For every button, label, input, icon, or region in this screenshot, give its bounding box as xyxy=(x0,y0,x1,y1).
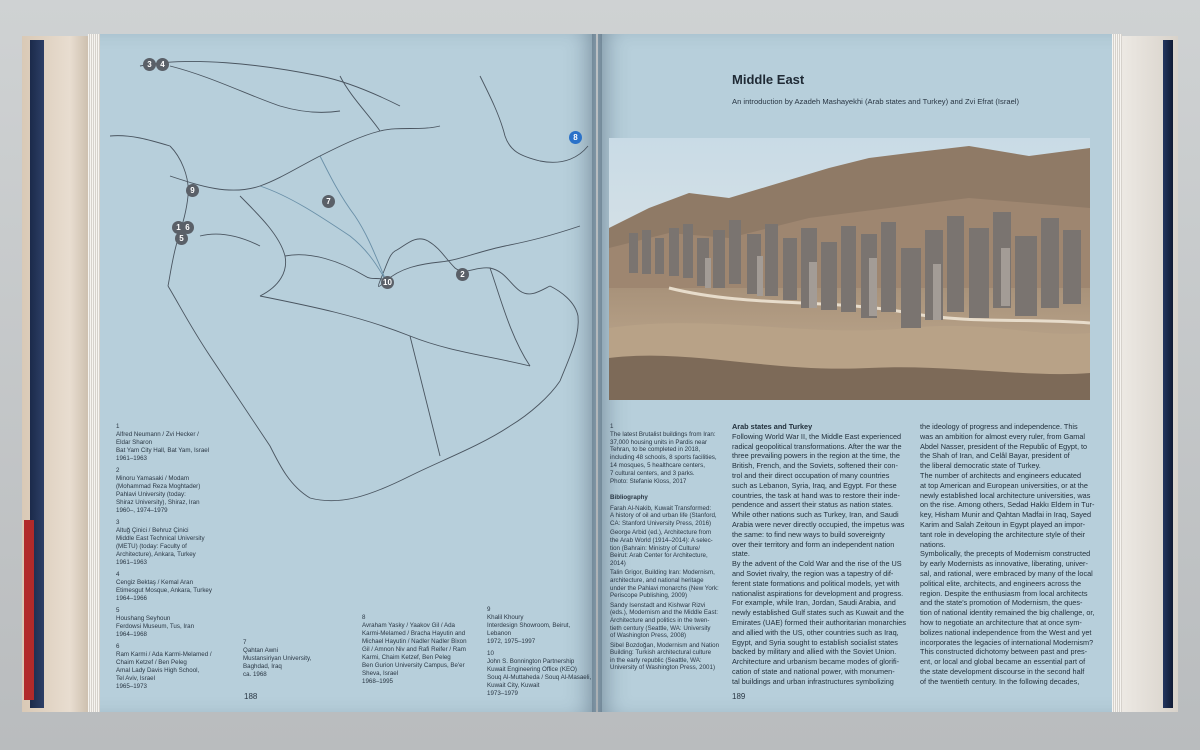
page-number-right: 189 xyxy=(732,692,746,701)
caption-line: Etimesgut Mosque, Ankara, Turkey xyxy=(116,587,212,594)
body-text-line: the Shah of Iran, and Celâl Bayar, president of xyxy=(920,451,1070,461)
caption-number: 8 xyxy=(362,614,366,621)
body-text-line: region. Despite the enthusiasm from local architects xyxy=(920,588,1088,598)
pardis-housing-photo xyxy=(609,138,1090,400)
caption-line: Kuwait City, Kuwait xyxy=(487,682,540,689)
book-cover-edge xyxy=(24,520,34,700)
map-marker[interactable]: 3 xyxy=(143,58,156,71)
body-text-line: radical geopolitical transformations. After the war the xyxy=(732,441,902,451)
body-text-line: countries, the task at hand was to restore their inde- xyxy=(732,490,900,500)
body-text-line: political elite, architects, and engineers across the xyxy=(920,578,1082,588)
body-text-line: The number of architects and engineers educated xyxy=(920,470,1082,480)
bib-line: Building: Turkish architectural culture xyxy=(610,649,712,657)
caption-line: Photo: Stefanie Kloss, 2017 xyxy=(610,477,687,485)
caption-number: 3 xyxy=(116,519,120,526)
caption-number: 6 xyxy=(116,643,120,650)
body-text-line: Following World War II, the Middle East experienced xyxy=(732,431,902,441)
body-text-line: how to negotiate an architecture that at once sym- xyxy=(920,617,1082,627)
body-text-line: Abdel Nasser, president of the Republic of Egypt, to xyxy=(920,441,1088,451)
body-text-line: sal, and rational, were embraced by many of the local xyxy=(920,568,1093,578)
bib-line: of Washington Press, 2008) xyxy=(610,632,687,640)
caption-line: Chaim Ketzef / Ben Peleg xyxy=(116,659,187,666)
caption-list xyxy=(116,423,226,691)
caption-number: 7 xyxy=(243,639,247,646)
map-marker[interactable]: 4 xyxy=(156,58,169,71)
body-text-line: such as Lebanon, Syria, Iraq, and Egypt. For these xyxy=(732,480,897,490)
caption-line: Alfred Neumann / Zvi Hecker / xyxy=(116,431,199,438)
caption-line: including 48 schools, 8 sports facilities, xyxy=(610,454,717,462)
body-text-line: tal buildings and urban infrastructures symbolizing xyxy=(732,676,894,686)
body-text-line: Egypt, and Syria sought to establish socialist states xyxy=(732,637,898,647)
caption-line: Houshang Seyhoun xyxy=(116,615,171,622)
body-text-line: and allied with the US, other countries such as Iraq, xyxy=(732,627,899,637)
caption-line: 7 cultural centers, and 3 parks. xyxy=(610,469,695,477)
bib-line: Periscope Publishing, 2009) xyxy=(610,592,688,600)
caption-line: Gil / Amnon Niv and Rafi Reifer / Ram xyxy=(362,646,466,653)
caption-item xyxy=(116,571,226,603)
caption-number: 5 xyxy=(116,607,120,614)
caption-line: 1964–1966 xyxy=(116,595,147,602)
page-subtitle: An introduction by Azadeh Mashayekhi (Arab states and Turkey) and Zvi Efrat (Israel) xyxy=(732,97,1020,106)
bib-line: 2014) xyxy=(610,559,626,567)
caption-line: Qahtan Awni xyxy=(243,647,278,654)
map-marker[interactable]: 10 xyxy=(381,276,394,289)
caption-line: Souq Al-Muttaheda / Souq Al-Masaeli, xyxy=(487,674,592,681)
body-text-line: ent, or local and global became an essential part of xyxy=(920,657,1086,667)
body-text-line: the same: to find new ways to build sovereignty xyxy=(732,529,885,539)
caption-line: Bat Yam City Hall, Bat Yam, Israel xyxy=(116,447,210,454)
bibliography-entry xyxy=(610,569,726,599)
body-text-line: Arabia were never directly occupied, the impetus was xyxy=(732,519,905,529)
body-text-line: tant role in developing the architecture style of their xyxy=(920,529,1086,539)
body-text-line: nationalist aspirations for development and progress. xyxy=(732,588,904,598)
caption-line: Michael Hayutin / Nadler Nadler Bixon xyxy=(362,638,467,645)
body-text-line: on the rise. Among others, Sedad Hakkı Eldem in Tur- xyxy=(920,500,1095,510)
bibliography-heading: Bibliography xyxy=(610,494,648,501)
caption-line: Kuwait Engineering Office (KEO) xyxy=(487,666,577,673)
caption-line: Ram Karmi / Ada Karmi-Melamed / xyxy=(116,651,212,658)
bib-line: Beirut: Arab Center for Architecture, xyxy=(610,552,708,560)
caption-line: Amal Lady Davis High School, xyxy=(116,667,200,674)
caption-line: (Mohammad Reza Moghtader) xyxy=(116,483,201,490)
bib-line: in the early republic (Seattle, WA: xyxy=(610,656,702,664)
bibliography-entry xyxy=(610,642,726,672)
map-marker[interactable]: 2 xyxy=(456,268,469,281)
bib-line: under the Pahlavi monarchs (New York: xyxy=(610,584,719,592)
map-marker[interactable]: 1 xyxy=(172,221,185,234)
body-text-line: of the twentieth century. In the following decades, xyxy=(920,676,1080,686)
caption-line: Interdesign Showroom, Beirut, Lebanon xyxy=(487,622,571,637)
body-text-line: Architecture and urbanism became modes of glorifi- xyxy=(732,657,900,667)
caption-line: 1965–1973 xyxy=(116,683,147,690)
photo-caption xyxy=(610,423,722,485)
caption-column xyxy=(487,606,592,698)
section-heading: Arab states and Turkey xyxy=(732,422,813,431)
body-text-line: British, French, and the Soviets, softened their con- xyxy=(732,461,898,471)
caption-line: Tehran, to be completed in 2018, xyxy=(610,446,701,454)
map-marker[interactable]: 8 xyxy=(569,131,582,144)
body-column-1 xyxy=(732,422,910,687)
bib-line: tieth century (Seattle, WA: University xyxy=(610,624,711,632)
caption-line: Altuğ Çinici / Behruz Çinici xyxy=(116,527,189,534)
body-text-line: nations. xyxy=(920,539,946,549)
caption-line: Khalil Khoury xyxy=(487,614,524,621)
caption-number: 10 xyxy=(487,650,494,657)
caption-line: The latest Brutalist buildings from Iran: xyxy=(610,430,716,438)
caption-line: Architecture), Ankara, Turkey xyxy=(116,551,196,558)
caption-item xyxy=(487,650,592,698)
caption-line: Minoru Yamasaki / Modam xyxy=(116,475,190,482)
caption-line: Karmi-Melamed / Bracha Hayutin and xyxy=(362,630,466,637)
caption-item xyxy=(116,643,226,691)
body-text-line: newly established Gulf states such as Kuwait and the xyxy=(732,608,904,618)
page-title: Middle East xyxy=(732,72,805,87)
body-text-line: and Soviet rivalry, the region was a tapestry of dif- xyxy=(732,568,894,578)
caption-line: (METU) (today: Faculty of xyxy=(116,543,187,550)
caption-item xyxy=(362,614,487,686)
body-column-2 xyxy=(920,422,1098,687)
caption-line: Karmi, Chaim Ketzef, Ben Peleg xyxy=(362,654,451,661)
caption-line: 1961–1963 xyxy=(116,455,147,462)
body-text-line: While other nations such as Turkey, Iran, and Saudi xyxy=(732,510,899,520)
caption-line: Shiraz University), Shiraz, Iran xyxy=(116,499,200,506)
caption-number: 1 xyxy=(116,423,120,430)
caption-item xyxy=(487,606,592,646)
book-gutter xyxy=(592,34,602,712)
body-text-line: the state development discourse in the second half xyxy=(920,666,1085,676)
body-text-line: newly established local architecture universities, was xyxy=(920,490,1091,500)
body-text-line: state. xyxy=(732,549,750,559)
caption-line: Middle East Technical University xyxy=(116,535,205,542)
caption-line: Eldar Sharon xyxy=(116,439,153,446)
caption-line: Avraham Yasky / Yaakov Gil / Ada xyxy=(362,622,455,629)
bibliography-entry xyxy=(610,505,726,528)
map-marker[interactable]: 9 xyxy=(186,184,199,197)
body-text-line: By the advent of the Cold War and the rise of the US xyxy=(732,559,902,569)
caption-line: Ben Gurion University Campus, Be'er xyxy=(362,662,465,669)
column-1-text xyxy=(732,432,910,687)
caption-line: 14 mosques, 5 healthcare centers, xyxy=(610,461,705,469)
caption-number: 2 xyxy=(116,467,120,474)
page-number-left: 188 xyxy=(244,692,258,701)
column-2-text xyxy=(920,422,1098,687)
caption-line: Ferdowsi Museum, Tus, Iran xyxy=(116,623,195,630)
caption-line: 37,000 housing units in Pardis near xyxy=(610,438,708,446)
body-text-line: was an ambition for almost every ruler, from Gamal xyxy=(920,431,1086,441)
body-text-line: trol and their direct occupation of many countries xyxy=(732,470,890,480)
caption-line: 1960–, 1974–1979 xyxy=(116,507,168,514)
bib-line: Talin Grigor, Building Iran: Modernism, xyxy=(610,569,715,577)
bibliography xyxy=(610,494,726,672)
body-text-line: This constructed dichotomy between past and pres- xyxy=(920,647,1088,657)
caption-line: 1961–1963 xyxy=(116,559,147,566)
bib-line: CA: Stanford University Press, 2016) xyxy=(610,519,712,527)
caption-line: 1964–1968 xyxy=(116,631,147,638)
caption-line: Mustansiriyan University, xyxy=(243,655,312,662)
map-marker[interactable]: 5 xyxy=(175,232,188,245)
caption-number: 4 xyxy=(116,571,120,578)
bib-line: George Arbid (ed.), Architecture from xyxy=(610,529,712,537)
map-marker[interactable]: 6 xyxy=(181,221,194,234)
bib-line: the Arab World (1914–2014): A selec- xyxy=(610,536,713,544)
caption-line: Sheva, Israel xyxy=(362,670,399,677)
caption-line: John S. Bonnington Partnership xyxy=(487,658,575,665)
body-text-line: the ideology of progress and independence. This xyxy=(920,422,1078,431)
body-text-line: the liberal democratic state of Turkey. xyxy=(920,461,1041,471)
map-marker[interactable]: 7 xyxy=(322,195,335,208)
bib-line: architecture, and national heritage xyxy=(610,576,704,584)
body-text-line: Symbolically, the precepts of Modernism constructed xyxy=(920,549,1091,559)
caption-line: ca. 1968 xyxy=(243,671,267,678)
book-spine-right xyxy=(1163,40,1173,708)
bibliography-entry xyxy=(610,602,726,640)
body-text-line: pendence and assert their status as nation states. xyxy=(732,500,894,510)
body-text-line: cation of state and national power, with monumen- xyxy=(732,666,895,676)
caption-item xyxy=(116,607,226,639)
caption-line: Cengiz Bektaş / Kemal Aran xyxy=(116,579,194,586)
bib-line: Sibel Bozdoğan, Modernism and Nation xyxy=(610,641,720,649)
body-text-line: at top American and European universities, or at the xyxy=(920,480,1088,490)
caption-line: Tel Aviv, Israel xyxy=(116,675,155,682)
body-text-line: over their territory and form an independent nation xyxy=(732,539,895,549)
body-text-line: by early Modernists as innovative, liberating, univer- xyxy=(920,559,1088,569)
body-text-line: ferent state formations and political models, yet with xyxy=(732,578,900,588)
caption-line: Baghdad, Iraq xyxy=(243,663,282,670)
caption-item xyxy=(116,423,226,463)
caption-line: 1973–1979 xyxy=(487,690,518,697)
body-text-line: incorporates the legacies of international Modernism? xyxy=(920,637,1094,647)
bib-line: Sandy Isenstadt and Kishwar Rizvi xyxy=(610,601,706,609)
body-text-line: bolizes national independence from the West and yet xyxy=(920,627,1092,637)
caption-line: Pahlavi University (today: xyxy=(116,491,186,498)
caption-item xyxy=(243,639,343,679)
bib-line: tion (Bahrain: Ministry of Culture/ xyxy=(610,544,701,552)
caption-line: 1972, 1975–1997 xyxy=(487,638,536,645)
bib-line: University of Washington Press, 2001) xyxy=(610,664,716,672)
body-text-line: For example, while Iran, Jordan, Saudi Arabia, and xyxy=(732,598,896,608)
caption-item xyxy=(116,519,226,567)
caption-number: 9 xyxy=(487,606,491,613)
bibliography-entry xyxy=(610,529,726,567)
caption-line: 1968–1995 xyxy=(362,678,393,685)
body-text-line: key, Hisham Munir and Qahtan Madfai in Iraq, Sayed xyxy=(920,510,1092,520)
body-text-line: tion of national identity remained the big challenge, or, xyxy=(920,608,1095,618)
body-text-line: Karim and Salah Zeitoun in Egypt played an impor- xyxy=(920,519,1086,529)
caption-number: 1 xyxy=(610,423,614,430)
bib-line: Architecture and politics in the twen- xyxy=(610,616,710,624)
body-text-line: Emirates (UAE) formed their authoritarian monarchies xyxy=(732,617,906,627)
caption-item xyxy=(116,467,226,515)
bib-line: A history of oil and urban life (Stanford, xyxy=(610,512,717,520)
body-text-line: and the state's promotion of Modernism, the ques- xyxy=(920,598,1083,608)
body-text-line: three prevailing powers in the region at the time, the xyxy=(732,451,900,461)
bib-line: (eds.), Modernism and the Middle East: xyxy=(610,609,718,617)
bib-line: Farah Al-Nakib, Kuwait Transformed: xyxy=(610,504,712,512)
page-stack-left xyxy=(88,34,100,712)
body-text-line: backed by military and allied with the Soviet Union. xyxy=(732,647,897,657)
